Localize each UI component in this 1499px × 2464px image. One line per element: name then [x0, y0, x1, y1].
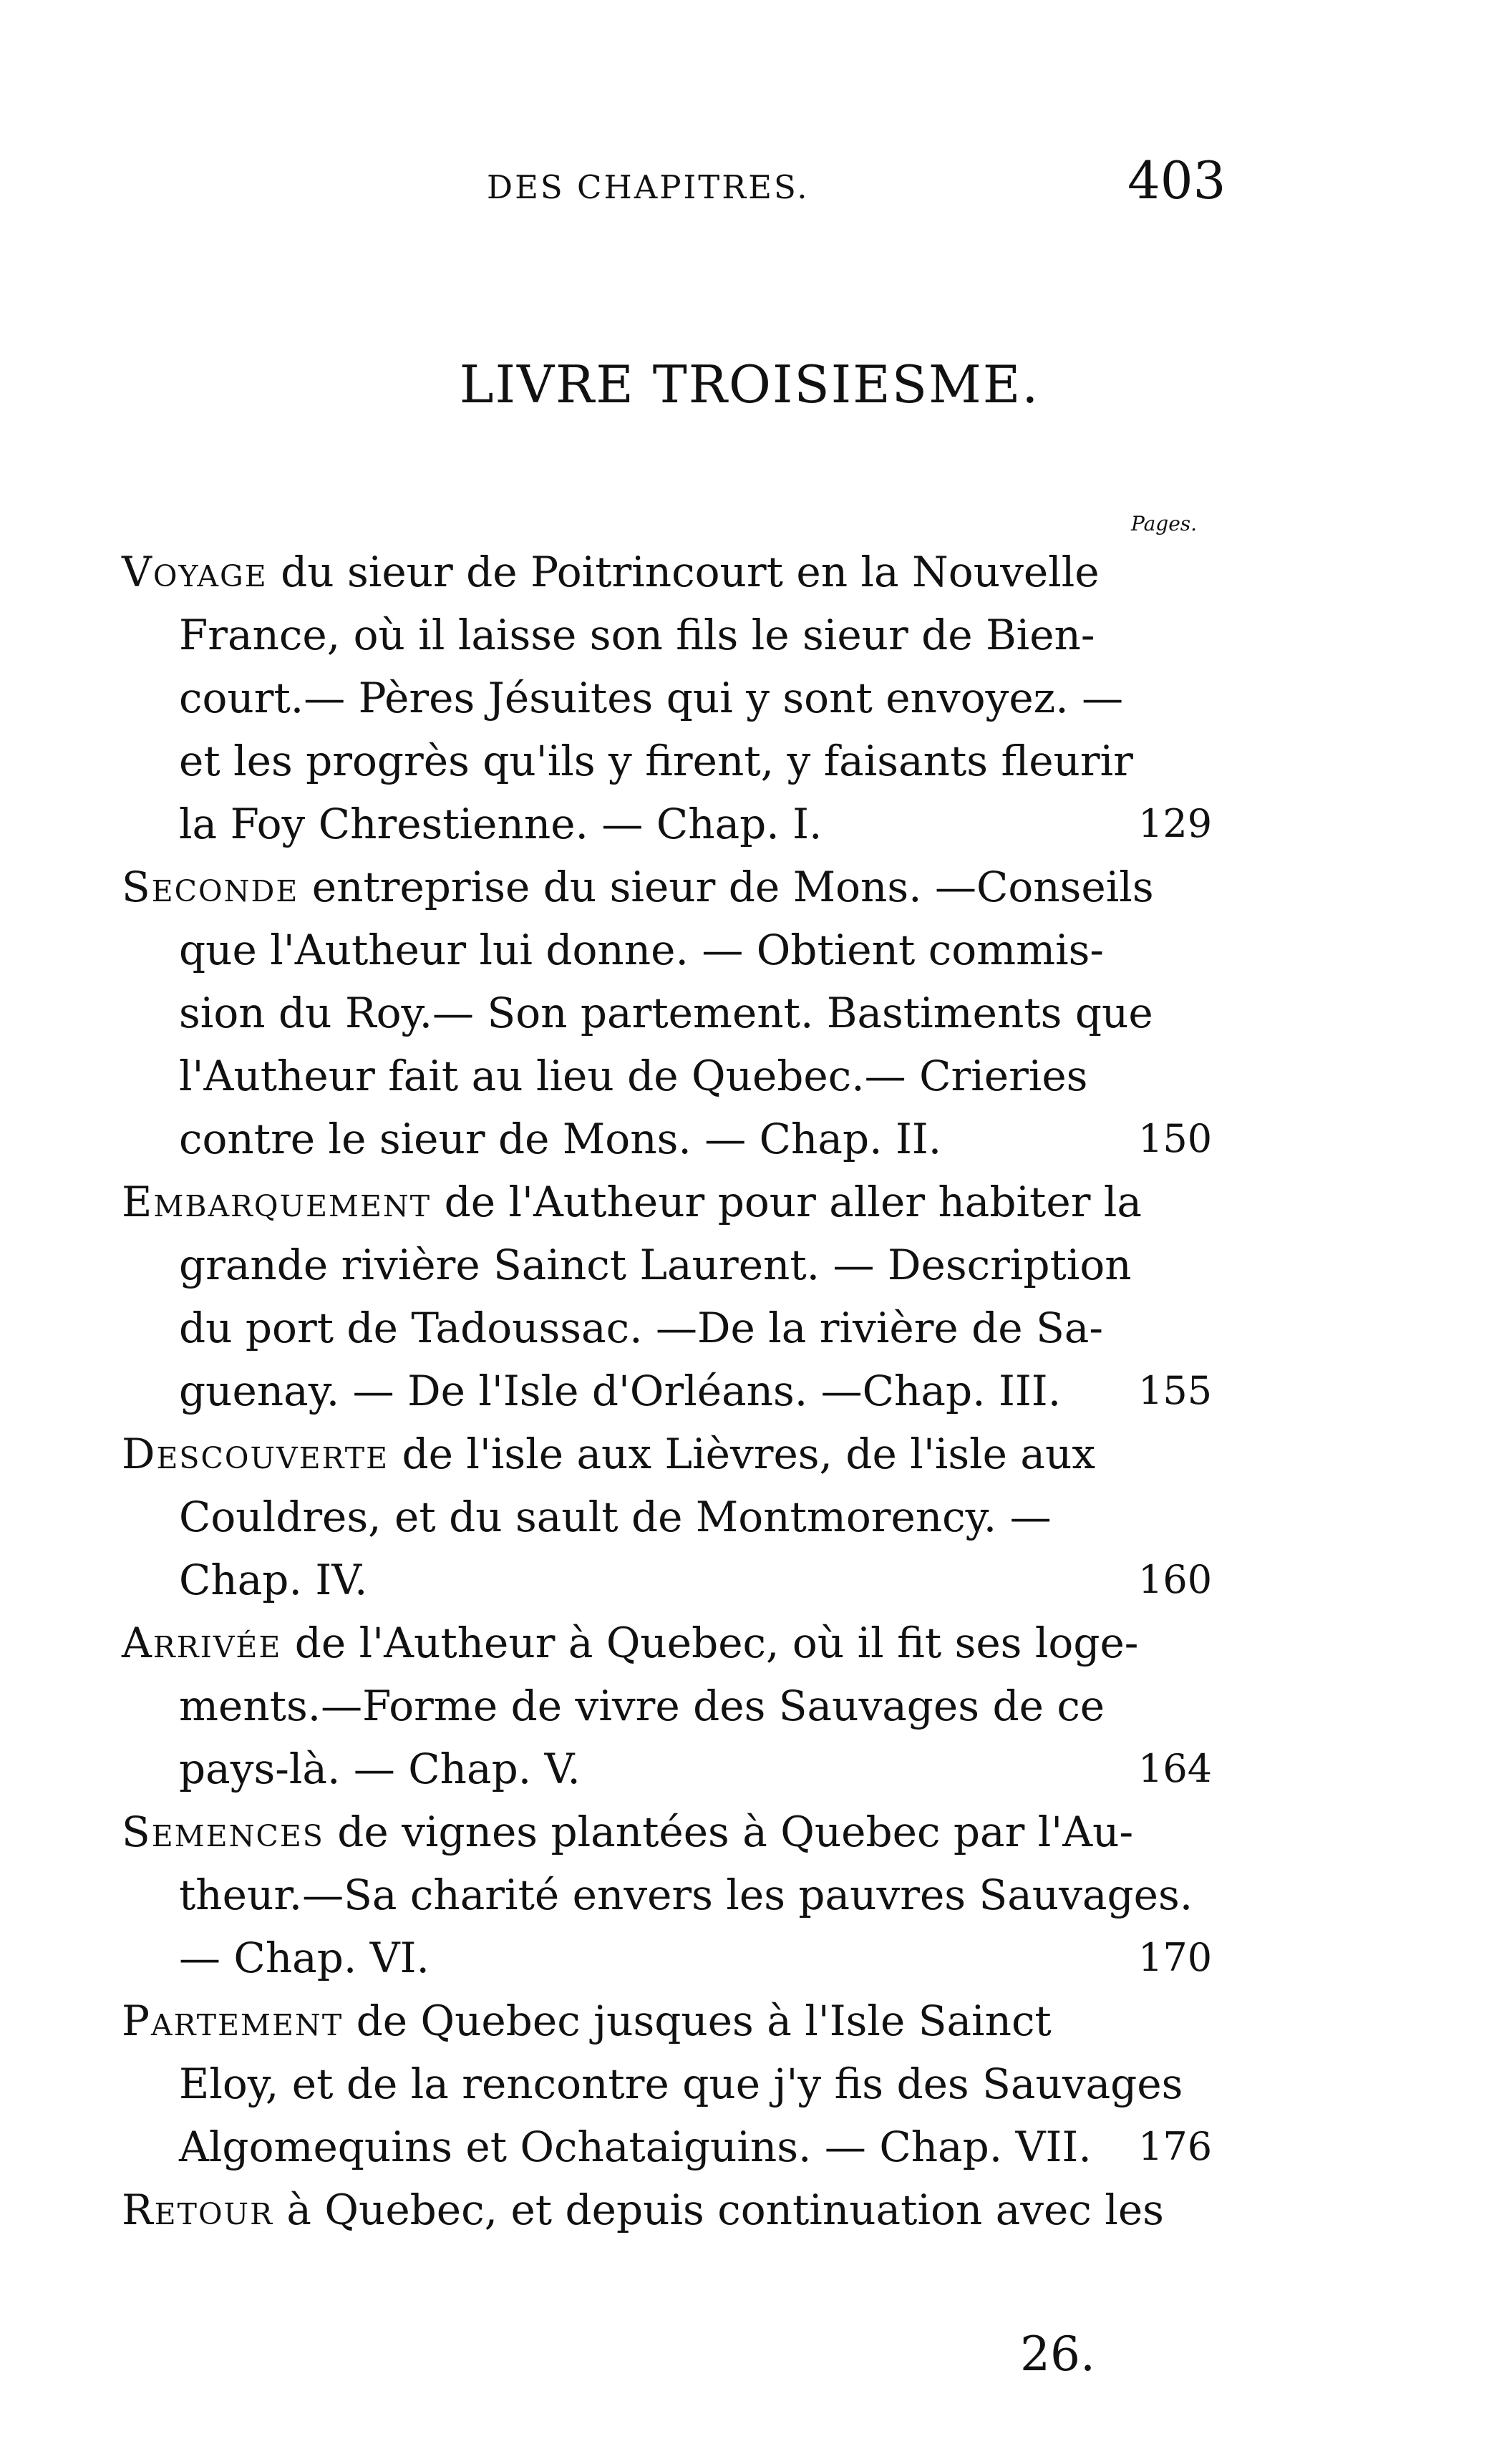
toc-entry-text: Couldres, et du sault de Montmorency. — [179, 1493, 1052, 1541]
toc-entry [0, 1989, 1499, 2178]
toc-entry-line [0, 1926, 1499, 1989]
toc-entry [0, 1170, 1499, 1422]
toc-entry-lead: Arrivée [122, 1619, 282, 1667]
toc-page-number: 170 [1138, 1935, 1213, 1980]
toc-entry-line [0, 2115, 1499, 2178]
toc-entry-line [0, 1800, 1499, 1863]
book-title: LIVRE TROISIESME. [459, 354, 1040, 414]
toc-entry-lead: Retour [122, 2186, 273, 2234]
toc-page-number: 160 [1138, 1557, 1213, 1602]
toc-entry-line [0, 1863, 1499, 1926]
toc-entry-line [0, 1611, 1499, 1674]
toc-entry-line [0, 2178, 1499, 2241]
toc-entry-line [0, 603, 1499, 666]
toc-entry-line [0, 1107, 1499, 1170]
toc-page-number: 176 [1138, 2124, 1213, 2169]
toc-entry-text: de Quebec jusques à l'Isle Sainct [343, 1997, 1052, 2045]
toc-entry-line [0, 1737, 1499, 1800]
running-title: DES CHAPITRES. [487, 168, 810, 206]
toc-entry-line [0, 1233, 1499, 1296]
toc-entry-lead: Voyage [122, 548, 268, 596]
toc-entry-line [0, 918, 1499, 981]
table-of-contents [0, 540, 1499, 2241]
toc-entry-text: que l'Autheur lui donne. — Obtient commis- [179, 926, 1105, 974]
toc-entry-line [0, 1044, 1499, 1107]
toc-entry-lead: Seconde [122, 863, 299, 911]
toc-entry-text: de l'Autheur pour aller habiter la [431, 1178, 1142, 1226]
toc-entry-line [0, 1422, 1499, 1485]
toc-entry-text: court.— Pères Jésuites qui y sont envoyez. — [179, 674, 1124, 722]
toc-page-number: 150 [1138, 1116, 1213, 1161]
toc-entry-line [0, 729, 1499, 792]
toc-entry-lead: Embarquement [122, 1178, 432, 1226]
toc-entry-text: sion du Roy.— Son partement. Bastiments que [179, 989, 1153, 1037]
toc-entry-text: ments.—Forme de vivre des Sauvages de ce [179, 1682, 1105, 1730]
toc-entry-line [0, 855, 1499, 918]
toc-entry [0, 855, 1499, 1170]
toc-entry [0, 1422, 1499, 1611]
toc-entry-text: entreprise du sieur de Mons. —Conseils [299, 863, 1154, 911]
toc-entry-text: de l'Autheur à Quebec, où il fit ses loge- [281, 1619, 1139, 1667]
toc-entry [0, 1611, 1499, 1800]
toc-page-number: 164 [1138, 1746, 1213, 1791]
toc-entry-text: la Foy Chrestienne. — Chap. I. [179, 800, 823, 848]
toc-entry-text: guenay. — De l'Isle d'Orléans. —Chap. III. [179, 1367, 1062, 1415]
toc-entry-line [0, 1170, 1499, 1233]
toc-entry-text: contre le sieur de Mons. — Chap. II. [179, 1115, 942, 1163]
toc-entry-lead: Descouverte [122, 1430, 389, 1478]
toc-entry-line [0, 1485, 1499, 1548]
toc-entry-line [0, 540, 1499, 603]
toc-entry-line [0, 981, 1499, 1044]
toc-entry-text: — Chap. VI. [179, 1934, 430, 1982]
toc-entry-text: grande rivière Sainct Laurent. — Description [179, 1241, 1132, 1289]
toc-entry-lead: Semences [122, 1808, 324, 1856]
toc-page-number: 129 [1138, 801, 1213, 846]
toc-entry-text: et les progrès qu'ils y firent, y faisants fleurir [179, 737, 1133, 785]
toc-entry [0, 540, 1499, 855]
toc-entry-text: pays-là. — Chap. V. [179, 1745, 581, 1793]
toc-entry-line [0, 1548, 1499, 1611]
toc-entry-text: theur.—Sa charité envers les pauvres Sauvages. [179, 1871, 1193, 1919]
toc-entry [0, 1800, 1499, 1989]
toc-entry-text: à Quebec, et depuis continuation avec les [273, 2186, 1164, 2234]
pages-column-label: Pages. [1131, 512, 1198, 535]
toc-entry-line [0, 1296, 1499, 1359]
toc-entry-text: du port de Tadoussac. —De la rivière de Sa- [179, 1304, 1103, 1352]
catchword: 26. [1020, 2327, 1095, 2382]
toc-entry-text: Eloy, et de la rencontre que j'y fis des Sauvages [179, 2060, 1183, 2108]
toc-entry-line [0, 1359, 1499, 1422]
toc-page-number: 155 [1138, 1368, 1213, 1413]
toc-entry-line [0, 1674, 1499, 1737]
toc-entry-text: Algomequins et Ochataiguins. — Chap. VII. [179, 2123, 1092, 2171]
toc-entry-text: Chap. IV. [179, 1556, 368, 1604]
toc-entry-text: France, où il laisse son fils le sieur de Bien- [179, 611, 1095, 659]
toc-entry-text: l'Autheur fait au lieu de Quebec.— Crieries [179, 1052, 1088, 1100]
toc-entry-text: de vignes plantées à Quebec par l'Au- [324, 1808, 1134, 1856]
page-number: 403 [1127, 150, 1226, 210]
toc-entry-lead: Partement [122, 1997, 344, 2045]
running-head [0, 150, 1499, 225]
toc-entry-text: de l'isle aux Lièvres, de l'isle aux [389, 1430, 1096, 1478]
toc-entry-line [0, 666, 1499, 729]
toc-entry [0, 2178, 1499, 2241]
toc-entry-text: du sieur de Poitrincourt en la Nouvelle [267, 548, 1100, 596]
toc-entry-line [0, 792, 1499, 855]
toc-entry-line [0, 1989, 1499, 2052]
toc-entry-line [0, 2052, 1499, 2115]
